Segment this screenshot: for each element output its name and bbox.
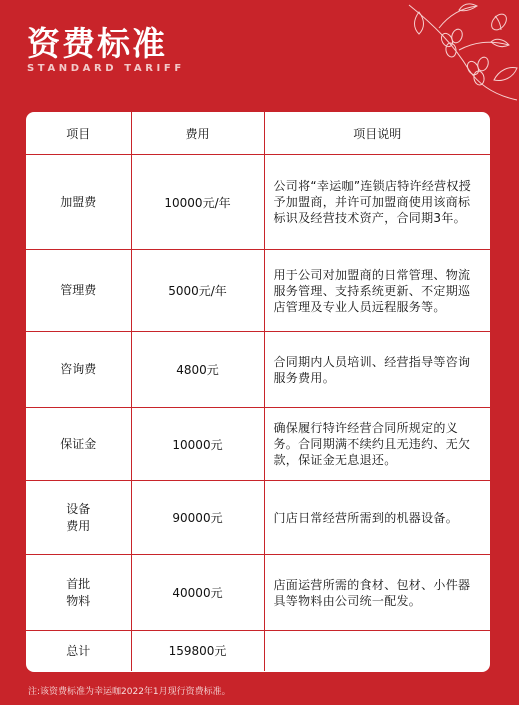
total-row — [26, 631, 490, 671]
row-fee: 40000元 — [131, 555, 264, 631]
column-header-item: 项目 — [26, 112, 131, 155]
table-row — [26, 155, 490, 250]
row-fee: 4800元 — [131, 332, 264, 408]
total-value: 159800元 — [131, 631, 264, 671]
table-row — [26, 555, 490, 631]
page-title: 资费标准 — [27, 24, 167, 63]
row-item-name: 首批 物料 — [26, 555, 131, 631]
row-description: 确保履行特许经营合同所规定的义务。合同期满不续约且无违约、无欠款，保证金无息退还。 — [264, 408, 490, 481]
row-fee: 90000元 — [131, 481, 264, 555]
row-fee: 10000元 — [131, 408, 264, 481]
coffee-branch-illustration — [399, 0, 519, 105]
table-row — [26, 332, 490, 408]
row-item-name: 设备 费用 — [26, 481, 131, 555]
row-item-name: 管理费 — [26, 250, 131, 332]
table-header-row — [26, 112, 490, 155]
table-row — [26, 408, 490, 481]
row-description: 用于公司对加盟商的日常管理、物流服务管理、支持系统更新、不定期巡店管理及专业人员远程服务等。 — [264, 250, 490, 332]
column-header-description: 项目说明 — [264, 112, 490, 155]
row-description: 店面运营所需的食材、包材、小件器具等物料由公司统一配发。 — [264, 555, 490, 631]
row-item-name: 加盟费 — [26, 155, 131, 250]
row-description: 门店日常经营所需到的机器设备。 — [264, 481, 490, 555]
footnote: 注:该资费标准为幸运咖2022年1月现行资费标准。 — [28, 687, 231, 697]
table-row — [26, 481, 490, 555]
total-empty-cell — [264, 631, 490, 671]
page-subtitle: STANDARD TARIFF — [27, 63, 185, 74]
row-fee: 10000元/年 — [131, 155, 264, 250]
column-header-fee: 费用 — [131, 112, 264, 155]
row-item-name: 保证金 — [26, 408, 131, 481]
row-description: 合同期内人员培训、经营指导等咨询服务费用。 — [264, 332, 490, 408]
row-description: 公司将“幸运咖”连锁店特许经营权授予加盟商，并许可加盟商使用该商标标识及经营技术资产，合同期3年。 — [264, 155, 490, 250]
tariff-table — [26, 112, 490, 671]
row-item-name: 咨询费 — [26, 332, 131, 408]
total-label: 总计 — [26, 631, 131, 671]
row-fee: 5000元/年 — [131, 250, 264, 332]
tariff-card — [26, 112, 490, 672]
table-row — [26, 250, 490, 332]
